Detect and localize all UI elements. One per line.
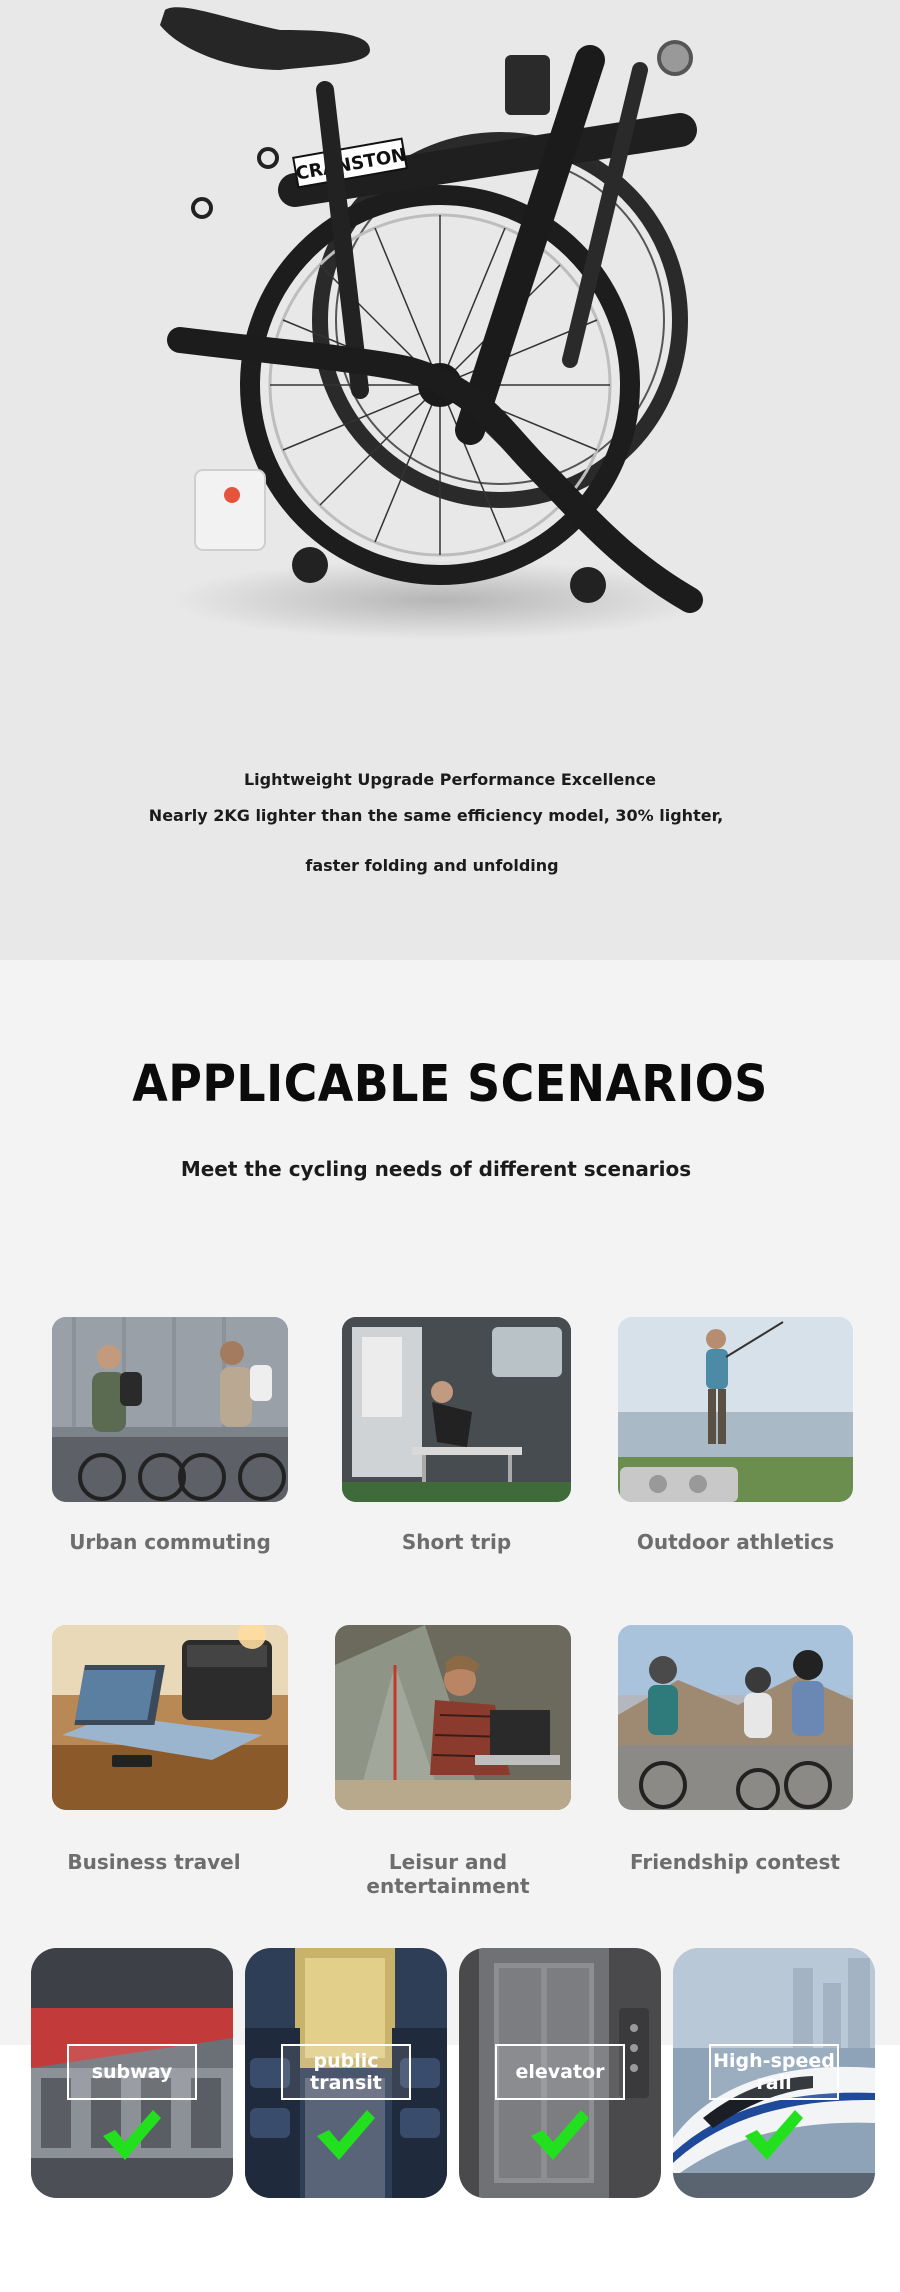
- scenario-card-short-trip[interactable]: [342, 1317, 571, 1502]
- photo-group-cyclists: [618, 1625, 853, 1810]
- transport-label-box: public transit: [281, 2044, 411, 2100]
- green-check-icon: [743, 2108, 805, 2162]
- hero-description-line-1: Nearly 2KG lighter than the same efficiency model, 30% lighter,: [148, 806, 724, 825]
- scenarios-subtitle: Meet the cycling needs of different scenarios: [180, 1157, 692, 1181]
- folded-bike-image: [120, 0, 740, 660]
- scenario-card-friendship-contest[interactable]: [618, 1625, 853, 1810]
- hero-headline: Lightweight Upgrade Performance Excellence: [243, 770, 657, 789]
- transport-tile-subway[interactable]: [31, 1948, 233, 2198]
- transport-label-box: High-speed rail: [709, 2044, 839, 2100]
- hero-description-line-2: faster folding and unfolding: [305, 856, 559, 875]
- scenario-label: Urban commuting: [69, 1530, 271, 1554]
- photo-laptop-power-station: [52, 1625, 288, 1810]
- green-check-icon: [315, 2108, 377, 2162]
- transport-label-box: elevator: [495, 2044, 625, 2100]
- transport-tile-public-transit[interactable]: [245, 1948, 447, 2198]
- brand-logo-text: CRANSTON: [294, 144, 408, 185]
- photo-fishing-lake: [618, 1317, 853, 1502]
- green-check-icon: [101, 2108, 163, 2162]
- hero-section: [0, 0, 900, 960]
- photo-cyclists-city: [52, 1317, 288, 1502]
- scenario-label: Friendship contest: [630, 1850, 840, 1874]
- scenario-card-urban-commuting[interactable]: [52, 1317, 288, 1502]
- green-check-icon: [529, 2108, 591, 2162]
- photo-tent-laptop: [335, 1625, 571, 1810]
- transport-label-box: subway: [67, 2044, 197, 2100]
- scenarios-title: APPLICABLE SCENARIOS: [132, 1055, 768, 1114]
- scenario-label: Short trip: [401, 1530, 512, 1554]
- scenario-label: Business travel: [67, 1850, 241, 1874]
- scenario-label: Outdoor athletics: [636, 1530, 835, 1554]
- photo-van-camping: [342, 1317, 571, 1502]
- scenario-card-business-travel[interactable]: [52, 1625, 288, 1810]
- transport-tile-elevator[interactable]: [459, 1948, 661, 2198]
- scenario-card-outdoor-athletics[interactable]: [618, 1317, 853, 1502]
- transport-tile-high-speed-rail[interactable]: [673, 1948, 875, 2198]
- scenario-label: Leisur and entertainment: [366, 1850, 530, 1898]
- scenario-card-leisure[interactable]: [335, 1625, 571, 1810]
